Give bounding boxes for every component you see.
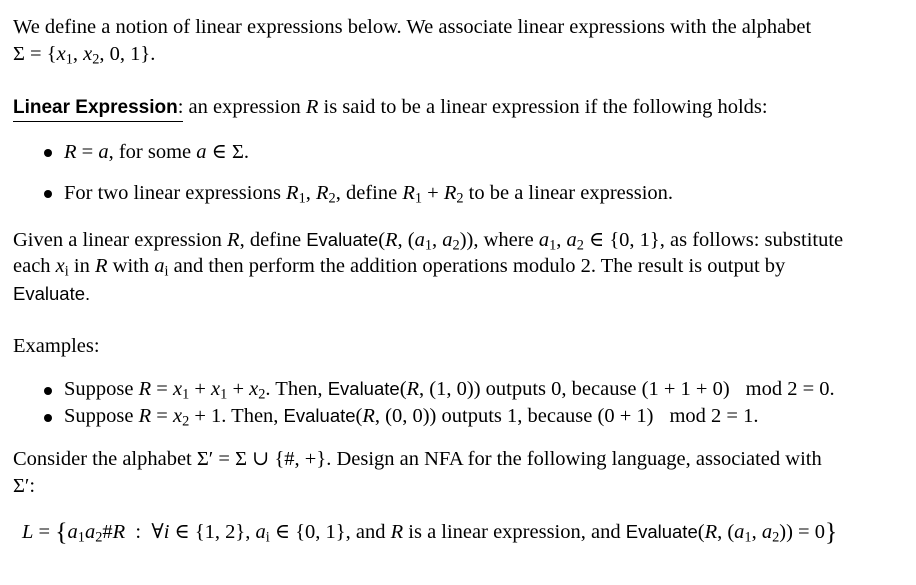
bullet-icon [44, 190, 52, 198]
evaluate-line-1: Given a linear expression R, define Evaluate(R, ($a_1$, $a_2$)), where $a_1$, $a_2$ ∈ {0, 1}, as follows: substitute [13, 229, 844, 254]
definition-term: Linear Expression [13, 97, 178, 118]
definition-item-1: R = a, for some a ∈ Σ. [64, 141, 250, 163]
bullet-icon [44, 149, 52, 157]
examples-heading: Examples: [13, 335, 100, 357]
language-definition: $L = \{a_1a_2\#R$ : ∀i ∈ {1, 2}, $a_i$ ∈ {0, 1}, and R is a linear expression, and Evaluate(R, ($a_1$, $a_2)) = 0$} [22, 517, 838, 547]
definition-term-underline [13, 121, 183, 122]
bullet-icon [44, 387, 52, 395]
definition-paragraph: Linear Expression: an expression R is said to be a linear expression if the following holds: [13, 96, 768, 118]
task-line-1: Consider the alphabet Σ′ = Σ ∪ {#, +}. Design an NFA for the following language, associated with [13, 448, 822, 470]
task-line-2: Σ′: [13, 475, 36, 497]
intro-line-2: $\Sigma = \{x_1$, $x_2$, 0, 1}. [13, 43, 156, 68]
evaluate-line-2: each $x_i$ in R with $a_i$ and then perform the addition operations modulo 2. The result is output by [13, 255, 786, 280]
definition-item-2: For two linear expressions $R_1$, $R_2$, define $R_1 + R_2$ to be a linear expression. [64, 182, 674, 207]
example-item-2: Suppose $R = x_2 + 1$. Then, Evaluate(R, (0, 0)) outputs 1, because (0 + 1) mod 2 = 1. [64, 405, 759, 430]
evaluate-line-3: Evaluate. [13, 283, 91, 304]
example-item-1: Suppose $R = x_1 + x_1 + x_2$. Then, Evaluate(R, (1, 0)) outputs 0, because (1 + 1 + 0) mod 2 = 0. [64, 378, 835, 403]
bullet-icon [44, 414, 52, 422]
intro-line-1: We define a notion of linear expressions below. We associate linear expressions with the alphabet [13, 16, 812, 38]
